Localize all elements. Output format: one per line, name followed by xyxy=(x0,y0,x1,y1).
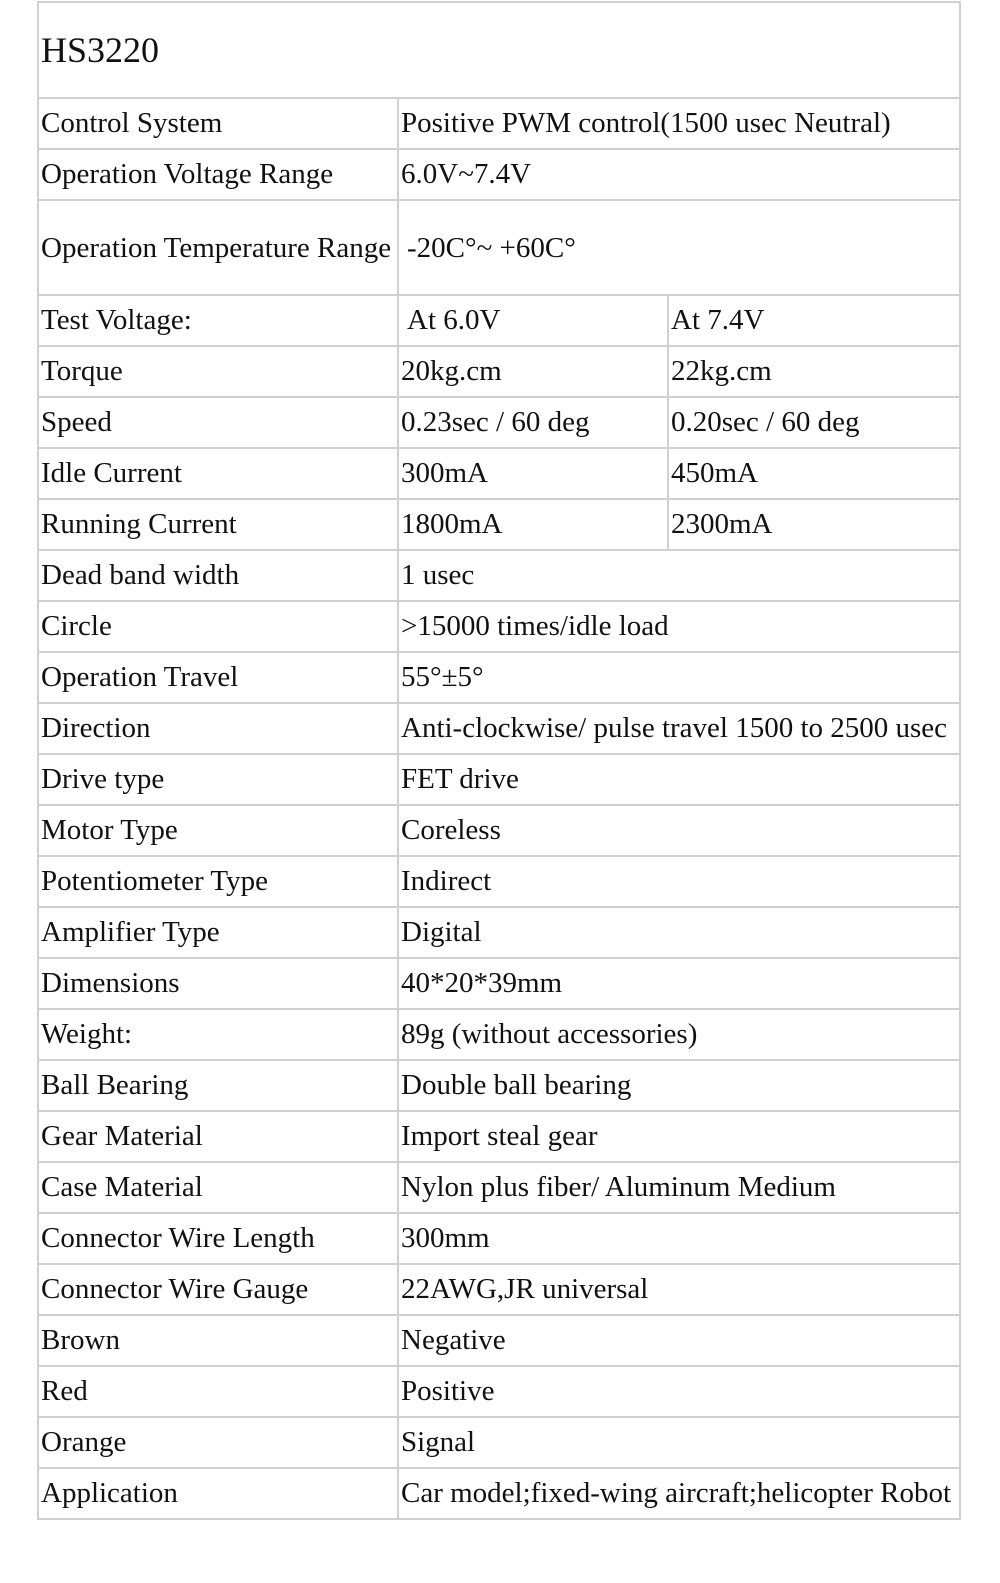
row-value: Digital xyxy=(398,907,960,958)
table-row xyxy=(38,448,960,499)
table-row xyxy=(38,1468,960,1519)
row-label: Dead band width xyxy=(38,550,398,601)
row-label: Direction xyxy=(38,703,398,754)
table-row xyxy=(38,200,960,295)
row-value: 22AWG,JR universal xyxy=(398,1264,960,1315)
table-row xyxy=(38,856,960,907)
table-row xyxy=(38,1060,960,1111)
row-value-6v: 300mA xyxy=(398,448,668,499)
row-label: Idle Current xyxy=(38,448,398,499)
table-row xyxy=(38,397,960,448)
row-value: 300mm xyxy=(398,1213,960,1264)
row-label: Gear Material xyxy=(38,1111,398,1162)
row-value: 40*20*39mm xyxy=(398,958,960,1009)
row-label: Circle xyxy=(38,601,398,652)
spec-title: HS3220 xyxy=(38,2,960,98)
row-label: Dimensions xyxy=(38,958,398,1009)
row-label: Connector Wire Length xyxy=(38,1213,398,1264)
row-value-7v: At 7.4V xyxy=(668,295,960,346)
row-value: Car model;fixed-wing aircraft;helicopter Robot xyxy=(398,1468,960,1519)
title-row xyxy=(38,2,960,98)
row-value: Coreless xyxy=(398,805,960,856)
row-label: Ball Bearing xyxy=(38,1060,398,1111)
row-value: Indirect xyxy=(398,856,960,907)
row-value: 1 usec xyxy=(398,550,960,601)
table-row xyxy=(38,703,960,754)
row-value-6v: 1800mA xyxy=(398,499,668,550)
row-label: Speed xyxy=(38,397,398,448)
row-value-7v: 22kg.cm xyxy=(668,346,960,397)
spec-table xyxy=(37,1,961,1520)
row-value: 55°±5° xyxy=(398,652,960,703)
row-value: Positive PWM control(1500 usec Neutral) xyxy=(398,98,960,149)
row-value: Positive xyxy=(398,1366,960,1417)
row-value: Nylon plus fiber/ Aluminum Medium xyxy=(398,1162,960,1213)
row-value: -20C°~ +60C° xyxy=(398,200,960,295)
row-value-7v: 450mA xyxy=(668,448,960,499)
table-row xyxy=(38,1264,960,1315)
row-value: 6.0V~7.4V xyxy=(398,149,960,200)
row-value-6v: 0.23sec / 60 deg xyxy=(398,397,668,448)
table-row xyxy=(38,346,960,397)
table-row xyxy=(38,1366,960,1417)
table-row xyxy=(38,805,960,856)
table-row xyxy=(38,1111,960,1162)
row-label: Operation Voltage Range xyxy=(38,149,398,200)
row-value-7v: 0.20sec / 60 deg xyxy=(668,397,960,448)
row-label: Application xyxy=(38,1468,398,1519)
table-row xyxy=(38,907,960,958)
row-label: Torque xyxy=(38,346,398,397)
table-row xyxy=(38,149,960,200)
table-row xyxy=(38,601,960,652)
row-label: Connector Wire Gauge xyxy=(38,1264,398,1315)
row-value-6v: 20kg.cm xyxy=(398,346,668,397)
table-row xyxy=(38,1213,960,1264)
table-row xyxy=(38,499,960,550)
table-row xyxy=(38,754,960,805)
row-label: Drive type xyxy=(38,754,398,805)
table-row xyxy=(38,550,960,601)
row-value: 89g (without accessories) xyxy=(398,1009,960,1060)
row-label: Amplifier Type xyxy=(38,907,398,958)
table-row xyxy=(38,1315,960,1366)
row-value: Negative xyxy=(398,1315,960,1366)
row-value: Anti-clockwise/ pulse travel 1500 to 2500 usec xyxy=(398,703,960,754)
row-label: Brown xyxy=(38,1315,398,1366)
table-row xyxy=(38,1162,960,1213)
row-value-6v: At 6.0V xyxy=(398,295,668,346)
row-label: Test Voltage: xyxy=(38,295,398,346)
row-value: Import steal gear xyxy=(398,1111,960,1162)
row-label: Operation Travel xyxy=(38,652,398,703)
row-label: Running Current xyxy=(38,499,398,550)
row-label: Weight: xyxy=(38,1009,398,1060)
row-label: Case Material xyxy=(38,1162,398,1213)
table-row xyxy=(38,652,960,703)
row-value: >15000 times/idle load xyxy=(398,601,960,652)
row-label: Orange xyxy=(38,1417,398,1468)
table-row xyxy=(38,1009,960,1060)
row-value: FET drive xyxy=(398,754,960,805)
row-value: Signal xyxy=(398,1417,960,1468)
row-label: Potentiometer Type xyxy=(38,856,398,907)
row-label: Operation Temperature Range xyxy=(38,200,398,295)
row-label: Red xyxy=(38,1366,398,1417)
row-value: Double ball bearing xyxy=(398,1060,960,1111)
row-label: Motor Type xyxy=(38,805,398,856)
table-row xyxy=(38,98,960,149)
row-label: Control System xyxy=(38,98,398,149)
row-value-7v: 2300mA xyxy=(668,499,960,550)
table-row xyxy=(38,295,960,346)
table-row xyxy=(38,1417,960,1468)
table-row xyxy=(38,958,960,1009)
